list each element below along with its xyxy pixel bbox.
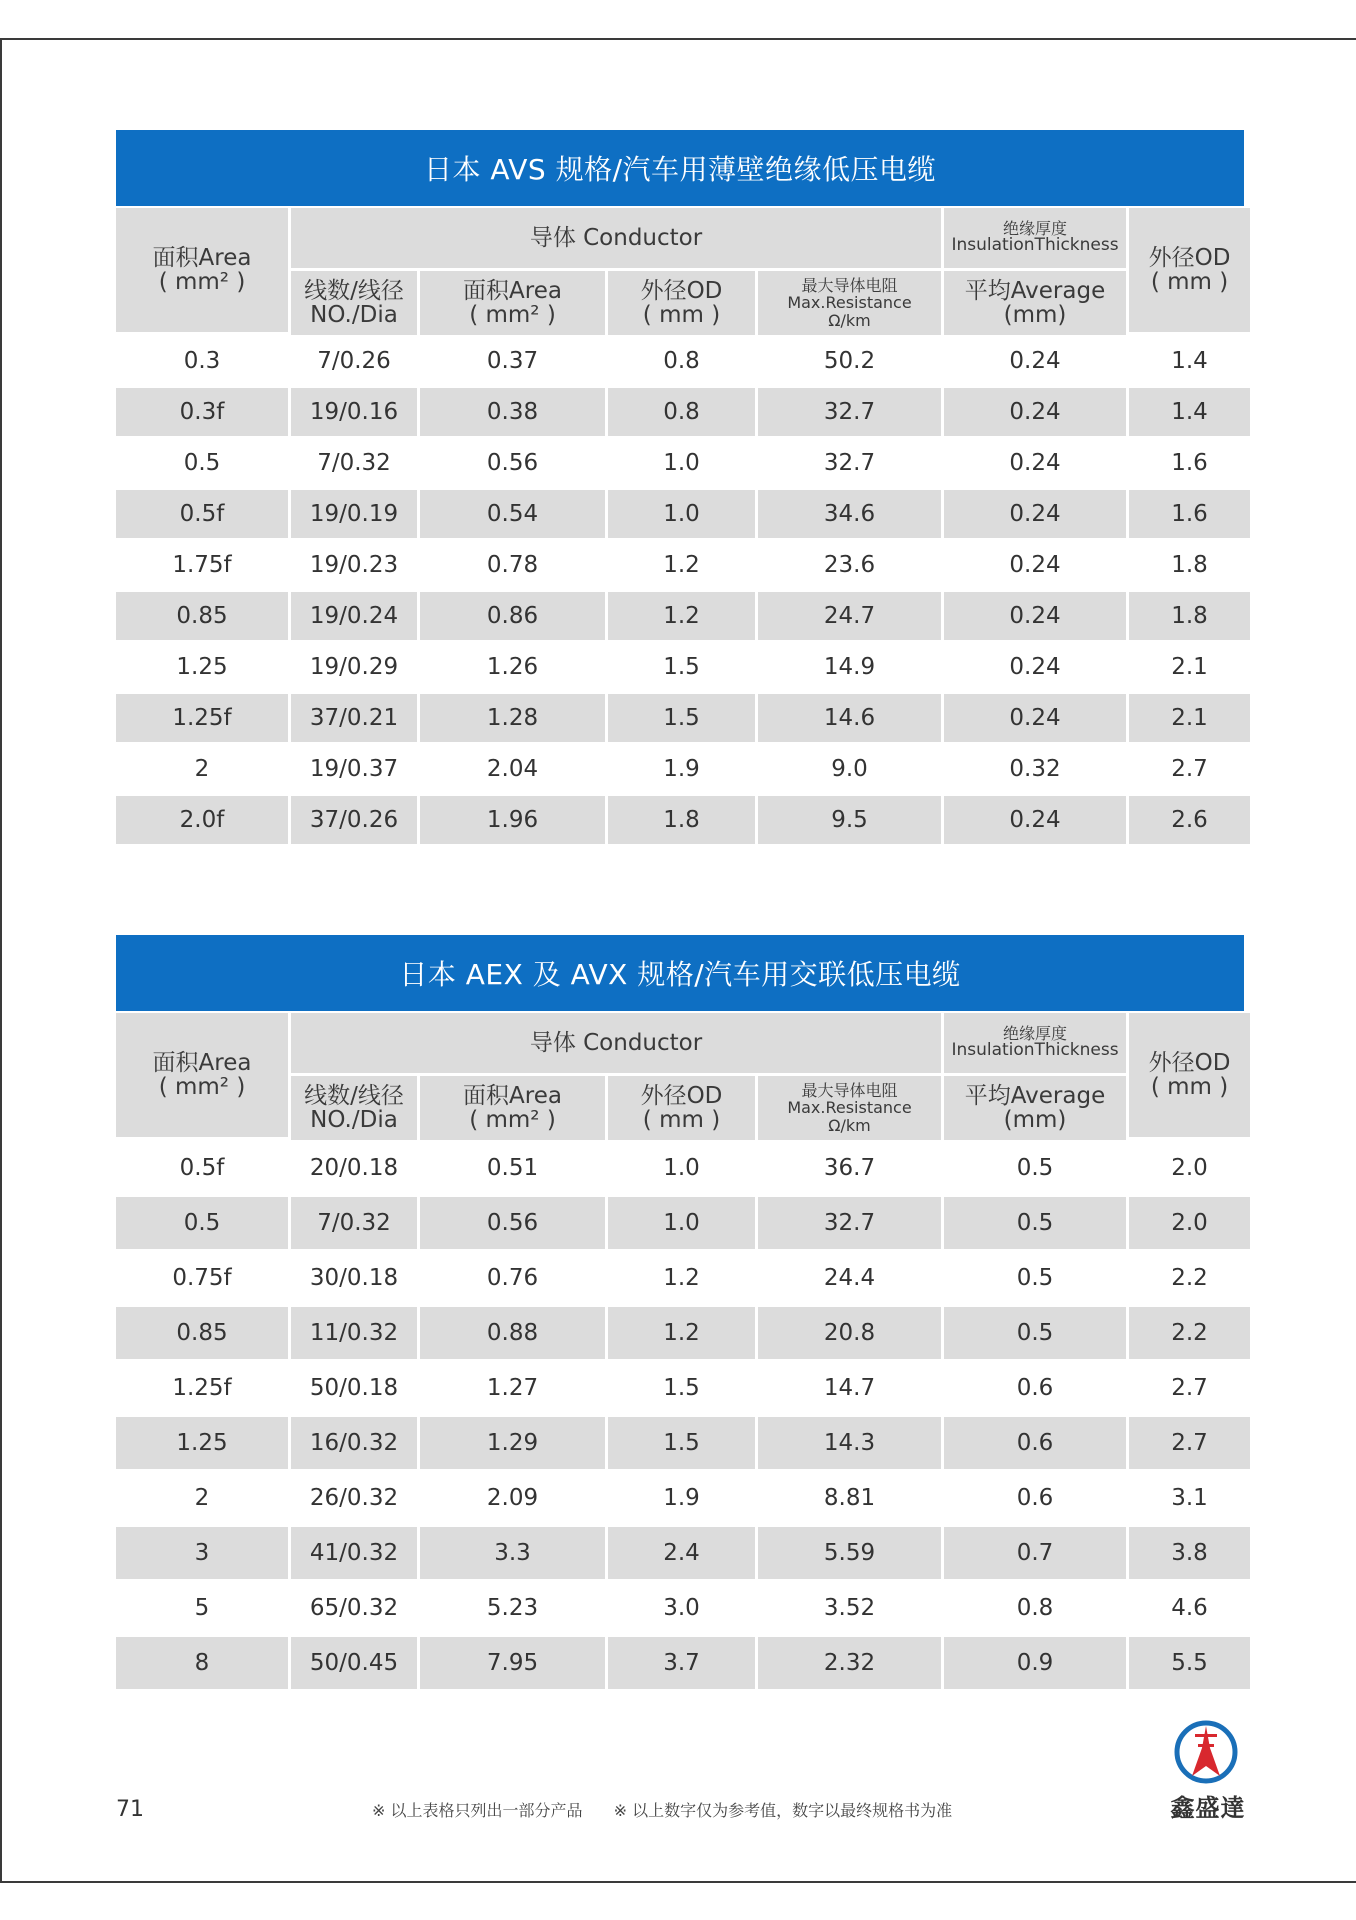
cell-max-resistance: 9.0 bbox=[758, 743, 941, 794]
cell-insulation-average: 0.9 bbox=[944, 1635, 1126, 1690]
cell-max-resistance: 32.7 bbox=[758, 1195, 941, 1250]
cell-area: 0.85 bbox=[116, 1305, 288, 1360]
cell-conductor-od: 1.0 bbox=[608, 1195, 755, 1250]
cell-wires: 7/0.32 bbox=[291, 1195, 417, 1250]
cell-conductor-od: 1.5 bbox=[608, 1360, 755, 1415]
cell-conductor-od: 1.9 bbox=[608, 743, 755, 794]
cell-conductor-area: 1.26 bbox=[420, 641, 605, 692]
cell-conductor-od: 1.5 bbox=[608, 692, 755, 743]
header-wires: 线数/线径 NO./Dia bbox=[291, 271, 417, 335]
cell-wires: 41/0.32 bbox=[291, 1525, 417, 1580]
cell-max-resistance: 9.5 bbox=[758, 794, 941, 845]
cell-max-resistance: 3.52 bbox=[758, 1580, 941, 1635]
cell-max-resistance: 14.7 bbox=[758, 1360, 941, 1415]
cell-insulation-average: 0.6 bbox=[944, 1415, 1126, 1470]
cell-outer-diameter: 2.2 bbox=[1129, 1250, 1250, 1305]
avs-spec-section bbox=[116, 130, 1244, 845]
table-row bbox=[116, 1635, 1250, 1690]
cell-insulation-average: 0.24 bbox=[944, 386, 1126, 437]
cell-outer-diameter: 1.6 bbox=[1129, 437, 1250, 488]
cell-area: 0.75f bbox=[116, 1250, 288, 1305]
avs-spec-table bbox=[113, 208, 1253, 845]
header-average: 平均Average (mm) bbox=[944, 1076, 1126, 1140]
header-wires: 线数/线径 NO./Dia bbox=[291, 1076, 417, 1140]
cell-area: 2 bbox=[116, 743, 288, 794]
cell-wires: 19/0.19 bbox=[291, 488, 417, 539]
cell-conductor-area: 0.37 bbox=[420, 335, 605, 386]
cell-insulation-average: 0.5 bbox=[944, 1250, 1126, 1305]
cell-insulation-average: 0.5 bbox=[944, 1140, 1126, 1195]
table-row bbox=[116, 692, 1250, 743]
header-conductor: 导体 Conductor bbox=[291, 208, 941, 271]
table-row bbox=[116, 1250, 1250, 1305]
cell-max-resistance: 8.81 bbox=[758, 1470, 941, 1525]
cell-wires: 19/0.37 bbox=[291, 743, 417, 794]
cell-conductor-od: 1.5 bbox=[608, 1415, 755, 1470]
cell-outer-diameter: 2.7 bbox=[1129, 743, 1250, 794]
cell-outer-diameter: 2.6 bbox=[1129, 794, 1250, 845]
cell-wires: 19/0.24 bbox=[291, 590, 417, 641]
cell-conductor-od: 1.2 bbox=[608, 1250, 755, 1305]
page-border-top bbox=[0, 38, 1356, 40]
cell-area: 3 bbox=[116, 1525, 288, 1580]
table-row bbox=[116, 1305, 1250, 1360]
table-row bbox=[116, 1360, 1250, 1415]
header-conductor-od: 外径OD ( mm ) bbox=[608, 1076, 755, 1140]
table-row bbox=[116, 1195, 1250, 1250]
table-row bbox=[116, 386, 1250, 437]
cell-outer-diameter: 1.4 bbox=[1129, 386, 1250, 437]
cell-insulation-average: 0.6 bbox=[944, 1470, 1126, 1525]
footnote-partial-list: ※ 以上表格只列出一部分产品 bbox=[372, 1801, 583, 1820]
cell-area: 0.3f bbox=[116, 386, 288, 437]
cell-insulation-average: 0.5 bbox=[944, 1195, 1126, 1250]
cell-max-resistance: 32.7 bbox=[758, 386, 941, 437]
cell-conductor-od: 0.8 bbox=[608, 386, 755, 437]
cell-insulation-average: 0.24 bbox=[944, 488, 1126, 539]
cell-conductor-od: 1.9 bbox=[608, 1470, 755, 1525]
cell-area: 0.3 bbox=[116, 335, 288, 386]
cell-max-resistance: 50.2 bbox=[758, 335, 941, 386]
header-insulation: 绝缘厚度 InsulationThickness bbox=[944, 208, 1126, 271]
cell-max-resistance: 14.3 bbox=[758, 1415, 941, 1470]
cell-conductor-od: 1.8 bbox=[608, 794, 755, 845]
header-conductor-area: 面积Area ( mm² ) bbox=[420, 1076, 605, 1140]
table-title: 日本 AEX 及 AVX 规格/汽车用交联低压电缆 bbox=[116, 935, 1244, 1011]
table-row bbox=[116, 641, 1250, 692]
cell-conductor-area: 2.09 bbox=[420, 1470, 605, 1525]
table-row bbox=[116, 1470, 1250, 1525]
page-border-bottom bbox=[0, 1881, 1356, 1883]
cell-conductor-area: 2.04 bbox=[420, 743, 605, 794]
cell-wires: 7/0.26 bbox=[291, 335, 417, 386]
cell-conductor-area: 3.3 bbox=[420, 1525, 605, 1580]
cell-outer-diameter: 1.8 bbox=[1129, 539, 1250, 590]
header-area: 面积Area ( mm² ) bbox=[116, 208, 288, 335]
cell-insulation-average: 0.8 bbox=[944, 1580, 1126, 1635]
cell-max-resistance: 24.7 bbox=[758, 590, 941, 641]
cell-max-resistance: 5.59 bbox=[758, 1525, 941, 1580]
header-max-resistance: 最大导体电阻 Max.Resistance Ω/km bbox=[758, 1076, 941, 1140]
cell-conductor-area: 1.27 bbox=[420, 1360, 605, 1415]
cell-max-resistance: 2.32 bbox=[758, 1635, 941, 1690]
cell-outer-diameter: 2.0 bbox=[1129, 1195, 1250, 1250]
cell-wires: 37/0.21 bbox=[291, 692, 417, 743]
cell-area: 1.25f bbox=[116, 692, 288, 743]
cell-outer-diameter: 5.5 bbox=[1129, 1635, 1250, 1690]
table-row bbox=[116, 743, 1250, 794]
cell-insulation-average: 0.24 bbox=[944, 590, 1126, 641]
cell-outer-diameter: 1.4 bbox=[1129, 335, 1250, 386]
cell-max-resistance: 14.6 bbox=[758, 692, 941, 743]
table-row bbox=[116, 539, 1250, 590]
cell-conductor-area: 1.28 bbox=[420, 692, 605, 743]
cell-wires: 50/0.45 bbox=[291, 1635, 417, 1690]
table-row bbox=[116, 590, 1250, 641]
cell-outer-diameter: 3.1 bbox=[1129, 1470, 1250, 1525]
cell-conductor-area: 0.56 bbox=[420, 437, 605, 488]
cell-outer-diameter: 2.0 bbox=[1129, 1140, 1250, 1195]
cell-outer-diameter: 1.8 bbox=[1129, 590, 1250, 641]
cell-area: 1.25f bbox=[116, 1360, 288, 1415]
aex-avx-spec-section bbox=[116, 935, 1244, 1690]
cell-area: 1.75f bbox=[116, 539, 288, 590]
cell-conductor-od: 1.0 bbox=[608, 437, 755, 488]
cell-conductor-od: 0.8 bbox=[608, 335, 755, 386]
cell-area: 0.5f bbox=[116, 488, 288, 539]
cell-conductor-od: 1.2 bbox=[608, 1305, 755, 1360]
cell-conductor-od: 1.2 bbox=[608, 539, 755, 590]
cell-area: 0.5 bbox=[116, 1195, 288, 1250]
header-conductor-od: 外径OD ( mm ) bbox=[608, 271, 755, 335]
cell-area: 8 bbox=[116, 1635, 288, 1690]
cell-max-resistance: 20.8 bbox=[758, 1305, 941, 1360]
cell-insulation-average: 0.24 bbox=[944, 794, 1126, 845]
cell-conductor-area: 0.76 bbox=[420, 1250, 605, 1305]
table-row bbox=[116, 335, 1250, 386]
cell-max-resistance: 34.6 bbox=[758, 488, 941, 539]
header-outer-diameter: 外径OD ( mm ) bbox=[1129, 1013, 1250, 1140]
cell-conductor-area: 0.78 bbox=[420, 539, 605, 590]
table-row bbox=[116, 1140, 1250, 1195]
cell-area: 5 bbox=[116, 1580, 288, 1635]
table-title: 日本 AVS 规格/汽车用薄壁绝缘低压电缆 bbox=[116, 130, 1244, 206]
cell-conductor-od: 3.7 bbox=[608, 1635, 755, 1690]
cell-insulation-average: 0.24 bbox=[944, 539, 1126, 590]
cell-insulation-average: 0.24 bbox=[944, 335, 1126, 386]
header-outer-diameter: 外径OD ( mm ) bbox=[1129, 208, 1250, 335]
cell-conductor-od: 2.4 bbox=[608, 1525, 755, 1580]
cell-outer-diameter: 2.1 bbox=[1129, 641, 1250, 692]
cell-outer-diameter: 2.7 bbox=[1129, 1360, 1250, 1415]
cell-max-resistance: 24.4 bbox=[758, 1250, 941, 1305]
header-conductor-area: 面积Area ( mm² ) bbox=[420, 271, 605, 335]
cell-conductor-area: 0.54 bbox=[420, 488, 605, 539]
cell-conductor-area: 0.86 bbox=[420, 590, 605, 641]
cell-wires: 50/0.18 bbox=[291, 1360, 417, 1415]
cell-wires: 37/0.26 bbox=[291, 794, 417, 845]
footnote-reference-values: ※ 以上数字仅为参考值，数字以最终规格书为准 bbox=[613, 1801, 953, 1820]
header-insulation: 绝缘厚度 InsulationThickness bbox=[944, 1013, 1126, 1076]
page-border-left bbox=[0, 38, 2, 1882]
cell-max-resistance: 32.7 bbox=[758, 437, 941, 488]
cell-conductor-od: 1.0 bbox=[608, 1140, 755, 1195]
footnotes bbox=[372, 1798, 978, 1821]
cell-insulation-average: 0.24 bbox=[944, 437, 1126, 488]
cell-area: 2 bbox=[116, 1470, 288, 1525]
table-row bbox=[116, 1415, 1250, 1470]
cell-conductor-area: 0.56 bbox=[420, 1195, 605, 1250]
cell-wires: 65/0.32 bbox=[291, 1580, 417, 1635]
cell-max-resistance: 14.9 bbox=[758, 641, 941, 692]
cell-outer-diameter: 2.1 bbox=[1129, 692, 1250, 743]
brand-name: 鑫盛達 bbox=[1170, 1794, 1246, 1822]
cell-insulation-average: 0.24 bbox=[944, 641, 1126, 692]
cell-conductor-od: 3.0 bbox=[608, 1580, 755, 1635]
cell-area: 0.5 bbox=[116, 437, 288, 488]
cell-conductor-area: 1.96 bbox=[420, 794, 605, 845]
cell-conductor-area: 0.88 bbox=[420, 1305, 605, 1360]
cell-insulation-average: 0.32 bbox=[944, 743, 1126, 794]
cell-conductor-area: 0.51 bbox=[420, 1140, 605, 1195]
table-row bbox=[116, 1525, 1250, 1580]
cell-area: 1.25 bbox=[116, 641, 288, 692]
table-row bbox=[116, 1580, 1250, 1635]
cell-conductor-od: 1.2 bbox=[608, 590, 755, 641]
cell-outer-diameter: 2.2 bbox=[1129, 1305, 1250, 1360]
cell-wires: 19/0.16 bbox=[291, 386, 417, 437]
cell-outer-diameter: 4.6 bbox=[1129, 1580, 1250, 1635]
cell-outer-diameter: 3.8 bbox=[1129, 1525, 1250, 1580]
cell-conductor-od: 1.0 bbox=[608, 488, 755, 539]
cell-wires: 19/0.29 bbox=[291, 641, 417, 692]
cell-insulation-average: 0.6 bbox=[944, 1360, 1126, 1415]
table-row bbox=[116, 437, 1250, 488]
cell-wires: 19/0.23 bbox=[291, 539, 417, 590]
cell-max-resistance: 23.6 bbox=[758, 539, 941, 590]
header-average: 平均Average (mm) bbox=[944, 271, 1126, 335]
header-max-resistance: 最大导体电阻 Max.Resistance Ω/km bbox=[758, 271, 941, 335]
page-number: 71 bbox=[116, 1797, 144, 1822]
aex-avx-spec-table bbox=[113, 1013, 1253, 1690]
cell-area: 0.5f bbox=[116, 1140, 288, 1195]
cell-conductor-area: 7.95 bbox=[420, 1635, 605, 1690]
cell-wires: 20/0.18 bbox=[291, 1140, 417, 1195]
cell-wires: 11/0.32 bbox=[291, 1305, 417, 1360]
table-row bbox=[116, 488, 1250, 539]
cell-conductor-area: 0.38 bbox=[420, 386, 605, 437]
cell-insulation-average: 0.5 bbox=[944, 1305, 1126, 1360]
cell-insulation-average: 0.7 bbox=[944, 1525, 1126, 1580]
cell-wires: 26/0.32 bbox=[291, 1470, 417, 1525]
header-area: 面积Area ( mm² ) bbox=[116, 1013, 288, 1140]
cell-area: 2.0f bbox=[116, 794, 288, 845]
header-conductor: 导体 Conductor bbox=[291, 1013, 941, 1076]
cell-outer-diameter: 2.7 bbox=[1129, 1415, 1250, 1470]
cell-area: 0.85 bbox=[116, 590, 288, 641]
cell-area: 1.25 bbox=[116, 1415, 288, 1470]
cell-wires: 7/0.32 bbox=[291, 437, 417, 488]
cell-max-resistance: 36.7 bbox=[758, 1140, 941, 1195]
table-row bbox=[116, 794, 1250, 845]
cell-conductor-area: 1.29 bbox=[420, 1415, 605, 1470]
cell-conductor-od: 1.5 bbox=[608, 641, 755, 692]
cell-wires: 30/0.18 bbox=[291, 1250, 417, 1305]
cell-conductor-area: 5.23 bbox=[420, 1580, 605, 1635]
cell-wires: 16/0.32 bbox=[291, 1415, 417, 1470]
cell-outer-diameter: 1.6 bbox=[1129, 488, 1250, 539]
cell-insulation-average: 0.24 bbox=[944, 692, 1126, 743]
